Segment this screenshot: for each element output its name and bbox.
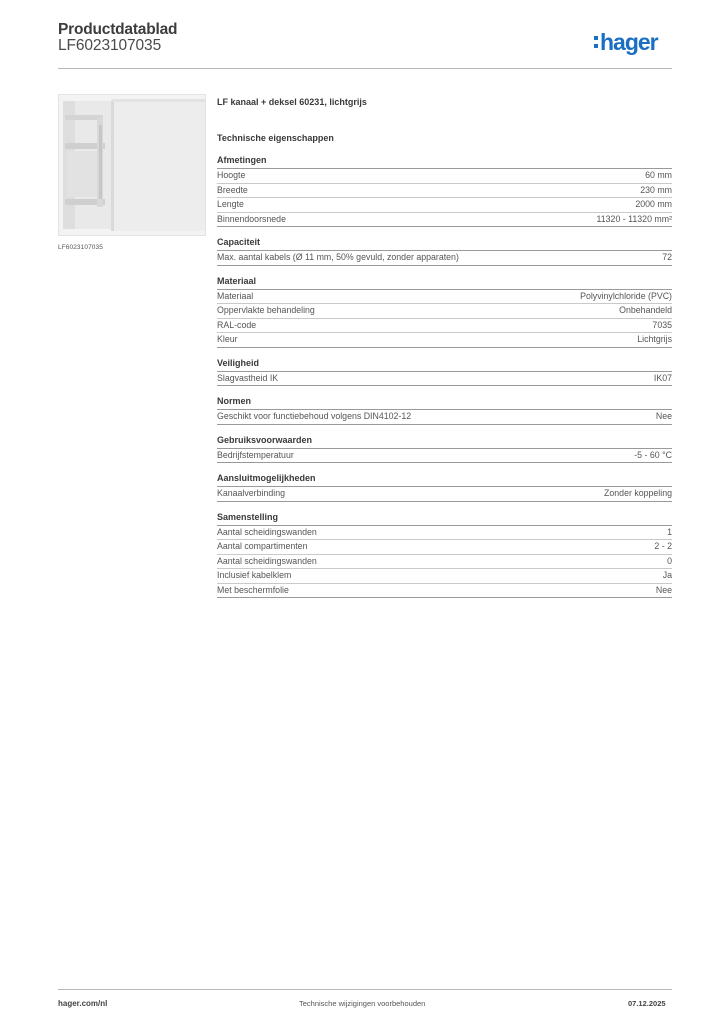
spec-row bbox=[217, 487, 672, 502]
spec-label: Kanaalverbinding bbox=[217, 488, 285, 498]
spec-label: Met beschermfolie bbox=[217, 584, 289, 595]
spec-row bbox=[217, 304, 672, 319]
spec-value: Zonder koppeling bbox=[604, 488, 672, 498]
footer-disclaimer: Technische wijzigingen voorbehouden bbox=[299, 999, 426, 1008]
logo-dots-icon bbox=[594, 36, 598, 48]
spec-value: 72 bbox=[662, 252, 672, 262]
spec-section bbox=[217, 155, 672, 227]
spec-value: 60 mm bbox=[645, 170, 672, 180]
spec-value: Nee bbox=[655, 411, 672, 421]
spec-row bbox=[217, 372, 672, 387]
spec-label: Oppervlakte behandeling bbox=[217, 305, 315, 315]
spec-sections bbox=[217, 155, 672, 598]
product-code: LF6023107035 bbox=[58, 37, 162, 54]
spec-row bbox=[217, 449, 672, 464]
spec-label: Geschikt voor functiebehoud volgens DIN4102-12 bbox=[217, 411, 412, 421]
spec-label: Lengte bbox=[217, 199, 244, 209]
page-title: Productdatablad bbox=[58, 21, 178, 38]
footer-website-link[interactable]: hager.com/nl bbox=[58, 999, 108, 1008]
section-title: Capaciteit bbox=[217, 237, 672, 251]
spec-row bbox=[217, 251, 672, 266]
spec-section bbox=[217, 358, 672, 387]
spec-value: 230 mm bbox=[640, 184, 672, 195]
spec-section bbox=[217, 512, 672, 599]
section-title: Gebruiksvoorwaarden bbox=[217, 435, 672, 449]
header-divider bbox=[58, 68, 672, 69]
spec-value: Ja bbox=[662, 570, 672, 580]
footer-divider bbox=[58, 989, 672, 990]
spec-value: 2000 mm bbox=[635, 199, 672, 209]
spec-label: Aantal compartimenten bbox=[217, 541, 308, 551]
spec-row bbox=[217, 198, 672, 213]
spec-label: Kleur bbox=[217, 334, 238, 344]
section-title: Veiligheid bbox=[217, 358, 672, 372]
spec-label: Aantal scheidingswanden bbox=[217, 526, 317, 537]
spec-label: Materiaal bbox=[217, 290, 254, 301]
image-caption: LF6023107035 bbox=[58, 244, 103, 251]
spec-row bbox=[217, 555, 672, 570]
spec-label: Max. aantal kabels (Ø 11 mm, 50% gevuld, zonder apparaten) bbox=[217, 252, 459, 262]
spec-row bbox=[217, 184, 672, 199]
section-title: Aansluitmogelijkheden bbox=[217, 473, 672, 487]
spec-row bbox=[217, 410, 672, 425]
spec-value: 7035 bbox=[652, 319, 672, 330]
spec-label: Hoogte bbox=[217, 170, 246, 180]
spec-section bbox=[217, 276, 672, 348]
spec-row bbox=[217, 290, 672, 305]
technical-properties-heading: Technische eigenschappen bbox=[217, 133, 334, 143]
spec-value: 11320 - 11320 mm² bbox=[596, 213, 672, 224]
product-details bbox=[217, 94, 672, 608]
spec-row bbox=[217, 526, 672, 541]
spec-label: Slagvastheid IK bbox=[217, 372, 279, 383]
spec-label: RAL-code bbox=[217, 319, 257, 330]
spec-value: Lichtgrijs bbox=[637, 334, 672, 344]
spec-value: Polyvinylchloride (PVC) bbox=[580, 290, 672, 301]
cable-duct-illustration bbox=[59, 95, 206, 236]
spec-label: Bedrijfstemperatuur bbox=[217, 449, 294, 460]
spec-value: -5 - 60 °C bbox=[634, 449, 672, 460]
logo-text: hager bbox=[600, 28, 658, 55]
section-title: Afmetingen bbox=[217, 155, 672, 169]
spec-row bbox=[217, 569, 672, 584]
spec-value: Onbehandeld bbox=[619, 305, 672, 315]
spec-label: Breedte bbox=[217, 184, 248, 195]
spec-section bbox=[217, 237, 672, 266]
spec-row bbox=[217, 584, 672, 599]
spec-value: IK07 bbox=[653, 372, 672, 383]
spec-value: 0 bbox=[667, 555, 672, 566]
spec-label: Binnendoorsnede bbox=[217, 213, 286, 224]
section-title: Normen bbox=[217, 396, 672, 410]
product-image bbox=[58, 94, 206, 236]
spec-section bbox=[217, 435, 672, 464]
spec-row bbox=[217, 213, 672, 228]
spec-section bbox=[217, 473, 672, 502]
spec-label: Aantal scheidingswanden bbox=[217, 555, 317, 566]
spec-row bbox=[217, 169, 672, 184]
spec-row bbox=[217, 540, 672, 555]
spec-row bbox=[217, 319, 672, 334]
spec-value: 1 bbox=[667, 526, 672, 537]
product-name: LF kanaal + deksel 60231, lichtgrijs bbox=[217, 97, 367, 107]
section-title: Samenstelling bbox=[217, 512, 672, 526]
section-title: Materiaal bbox=[217, 276, 672, 290]
spec-label: Inclusief kabelklem bbox=[217, 570, 292, 580]
spec-value: 2 - 2 bbox=[654, 541, 672, 551]
spec-row bbox=[217, 333, 672, 348]
footer-date: 07.12.2025 bbox=[628, 999, 666, 1008]
hager-logo bbox=[594, 29, 658, 55]
spec-value: Nee bbox=[655, 584, 672, 595]
spec-section bbox=[217, 396, 672, 425]
